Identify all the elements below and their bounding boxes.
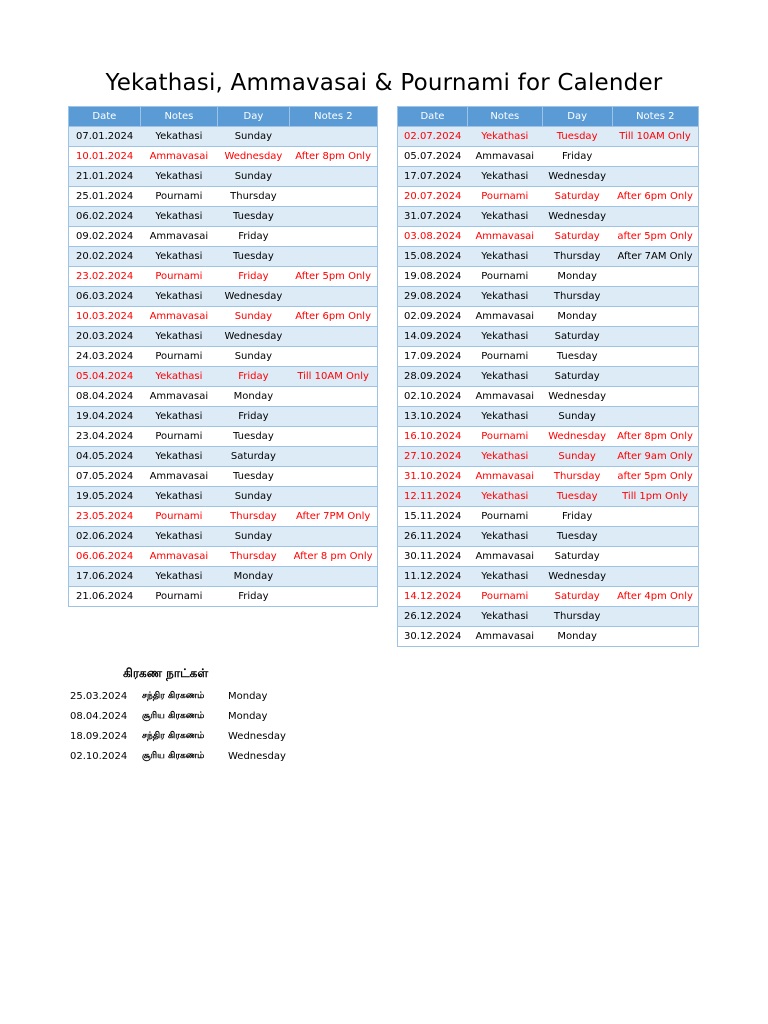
cell-date: 21.06.2024 [69, 587, 141, 607]
cell-notes: Yekathasi [140, 247, 217, 267]
cell-day: Monday [218, 387, 290, 407]
table-header-row [398, 107, 699, 127]
cell-notes: Pournami [140, 427, 217, 447]
cell-notes: Yekathasi [467, 367, 542, 387]
cell-date: 09.02.2024 [69, 227, 141, 247]
cell-notes: Yekathasi [140, 407, 217, 427]
cell-date: 06.03.2024 [69, 287, 141, 307]
cell-day: Saturday [542, 187, 612, 207]
cell-notes: Pournami [140, 347, 217, 367]
cell-notes2 [612, 147, 698, 167]
table-row [398, 127, 699, 147]
cell-date: 15.11.2024 [398, 507, 468, 527]
table-row [398, 367, 699, 387]
cell-notes2 [289, 127, 377, 147]
eclipse-section-title: கிரகண நாட்கள் [123, 666, 209, 680]
cell-date: 20.03.2024 [69, 327, 141, 347]
cell-date: 31.07.2024 [398, 207, 468, 227]
eclipse-name: சூரிய கிரகணம் [142, 750, 205, 761]
cell-notes2 [289, 527, 377, 547]
page-title: Yekathasi, Ammavasai & Pournami for Calender [105, 70, 663, 96]
cell-notes2 [289, 387, 377, 407]
cell-notes: Yekathasi [140, 167, 217, 187]
cell-notes2: After 8 pm Only [289, 547, 377, 567]
table-row [398, 347, 699, 367]
cell-date: 08.04.2024 [69, 387, 141, 407]
cell-notes2 [289, 227, 377, 247]
cell-notes: Yekathasi [140, 567, 217, 587]
cell-notes2 [289, 447, 377, 467]
cell-notes: Pournami [140, 267, 217, 287]
cell-day: Wednesday [218, 147, 290, 167]
cell-notes: Pournami [140, 507, 217, 527]
cell-notes2 [289, 467, 377, 487]
eclipse-row [70, 746, 308, 766]
cell-notes2 [289, 427, 377, 447]
cell-date: 29.08.2024 [398, 287, 468, 307]
cell-notes: Ammavasai [467, 307, 542, 327]
cell-notes2 [612, 567, 698, 587]
cell-notes: Pournami [467, 267, 542, 287]
cell-day: Wednesday [218, 327, 290, 347]
table-row [69, 227, 378, 247]
cell-day: Sunday [218, 307, 290, 327]
cell-day: Thursday [542, 247, 612, 267]
table-row [69, 167, 378, 187]
cell-notes2 [289, 167, 377, 187]
cell-day: Monday [542, 307, 612, 327]
cell-date: 24.03.2024 [69, 347, 141, 367]
table-row [69, 287, 378, 307]
cell-day: Tuesday [542, 127, 612, 147]
table-row [398, 627, 699, 647]
cell-day: Wednesday [542, 567, 612, 587]
cell-date: 16.10.2024 [398, 427, 468, 447]
cell-notes: Yekathasi [140, 527, 217, 547]
cell-day: Thursday [542, 607, 612, 627]
cell-notes2: After 8pm Only [289, 147, 377, 167]
cell-date: 02.10.2024 [398, 387, 468, 407]
table-row [69, 587, 378, 607]
cell-notes2: After 6pm Only [612, 187, 698, 207]
cell-notes2: After 7PM Only [289, 507, 377, 527]
cell-notes2: After 6pm Only [289, 307, 377, 327]
cell-notes2: after 5pm Only [612, 467, 698, 487]
cell-day: Sunday [218, 487, 290, 507]
table-row [398, 227, 699, 247]
cell-day: Friday [218, 227, 290, 247]
cell-notes: Pournami [467, 507, 542, 527]
cell-day: Thursday [218, 507, 290, 527]
cell-notes2 [612, 347, 698, 367]
table-row [398, 447, 699, 467]
cell-day: Thursday [218, 547, 290, 567]
cell-notes: Yekathasi [140, 447, 217, 467]
table-row [69, 307, 378, 327]
table-row [69, 347, 378, 367]
cell-notes2 [289, 407, 377, 427]
cell-notes2: after 5pm Only [612, 227, 698, 247]
cell-notes: Yekathasi [467, 447, 542, 467]
cell-date: 05.04.2024 [69, 367, 141, 387]
table-row [69, 387, 378, 407]
cell-notes2: After 4pm Only [612, 587, 698, 607]
eclipse-name: சந்திர கிரகணம் [142, 690, 205, 701]
cell-notes: Yekathasi [467, 487, 542, 507]
table-header-row [69, 107, 378, 127]
calendar-table-left [68, 106, 378, 607]
cell-day: Friday [218, 587, 290, 607]
cell-date: 17.07.2024 [398, 167, 468, 187]
cell-day: Saturday [542, 327, 612, 347]
cell-date: 27.10.2024 [398, 447, 468, 467]
cell-date: 28.09.2024 [398, 367, 468, 387]
table-row [69, 147, 378, 167]
cell-day: Wednesday [542, 207, 612, 227]
calendar-table-right [397, 106, 699, 647]
cell-notes: Yekathasi [140, 367, 217, 387]
cell-date: 23.05.2024 [69, 507, 141, 527]
header-date: Date [398, 107, 468, 127]
cell-date: 19.04.2024 [69, 407, 141, 427]
cell-date: 02.09.2024 [398, 307, 468, 327]
cell-notes: Yekathasi [140, 287, 217, 307]
table-row [69, 467, 378, 487]
cell-notes2: After 5pm Only [289, 267, 377, 287]
cell-notes: Ammavasai [140, 547, 217, 567]
cell-day: Friday [542, 147, 612, 167]
table-row [69, 247, 378, 267]
cell-date: 25.01.2024 [69, 187, 141, 207]
table-row [398, 387, 699, 407]
cell-date: 23.04.2024 [69, 427, 141, 447]
cell-date: 14.12.2024 [398, 587, 468, 607]
table-row [69, 207, 378, 227]
cell-day: Monday [542, 627, 612, 647]
cell-day: Saturday [218, 447, 290, 467]
cell-date: 07.05.2024 [69, 467, 141, 487]
cell-notes: Yekathasi [467, 207, 542, 227]
cell-notes2 [612, 327, 698, 347]
cell-notes2 [289, 287, 377, 307]
table-row [69, 367, 378, 387]
cell-notes: Ammavasai [467, 467, 542, 487]
table-row [69, 327, 378, 347]
cell-notes: Yekathasi [140, 127, 217, 147]
cell-notes2 [612, 407, 698, 427]
cell-day: Sunday [218, 527, 290, 547]
header-day: Day [218, 107, 290, 127]
table-row [69, 267, 378, 287]
cell-day: Monday [542, 267, 612, 287]
header-notes2: Notes 2 [289, 107, 377, 127]
cell-notes2 [612, 547, 698, 567]
cell-notes: Yekathasi [467, 407, 542, 427]
table-row [398, 407, 699, 427]
cell-notes: Yekathasi [140, 207, 217, 227]
header-notes2: Notes 2 [612, 107, 698, 127]
cell-notes2: Till 1pm Only [612, 487, 698, 507]
table-row [69, 187, 378, 207]
cell-date: 10.03.2024 [69, 307, 141, 327]
table-row [69, 547, 378, 567]
cell-date: 23.02.2024 [69, 267, 141, 287]
cell-notes: Ammavasai [467, 147, 542, 167]
cell-notes2 [289, 347, 377, 367]
cell-notes: Ammavasai [140, 387, 217, 407]
cell-day: Tuesday [218, 247, 290, 267]
table-row [398, 587, 699, 607]
cell-date: 17.09.2024 [398, 347, 468, 367]
cell-day: Saturday [542, 547, 612, 567]
cell-notes2 [289, 327, 377, 347]
cell-day: Friday [218, 267, 290, 287]
cell-date: 06.06.2024 [69, 547, 141, 567]
cell-notes2 [289, 247, 377, 267]
cell-notes2: After 7AM Only [612, 247, 698, 267]
cell-day: Friday [542, 507, 612, 527]
cell-notes2 [612, 607, 698, 627]
cell-day: Saturday [542, 227, 612, 247]
table-row [398, 487, 699, 507]
header-date: Date [69, 107, 141, 127]
cell-day: Monday [218, 567, 290, 587]
cell-notes2 [289, 587, 377, 607]
cell-day: Thursday [542, 287, 612, 307]
cell-notes: Ammavasai [467, 387, 542, 407]
cell-day: Tuesday [218, 427, 290, 447]
table-row [398, 167, 699, 187]
cell-date: 05.07.2024 [398, 147, 468, 167]
cell-day: Tuesday [542, 527, 612, 547]
cell-date: 21.01.2024 [69, 167, 141, 187]
cell-date: 19.05.2024 [69, 487, 141, 507]
cell-notes2 [612, 527, 698, 547]
header-notes: Notes [140, 107, 217, 127]
cell-notes: Ammavasai [140, 147, 217, 167]
cell-date: 03.08.2024 [398, 227, 468, 247]
cell-day: Tuesday [218, 207, 290, 227]
cell-notes: Pournami [140, 187, 217, 207]
cell-date: 30.11.2024 [398, 547, 468, 567]
table-row [398, 307, 699, 327]
cell-notes2 [612, 627, 698, 647]
eclipse-table [70, 686, 308, 766]
cell-notes2 [612, 287, 698, 307]
cell-date: 19.08.2024 [398, 267, 468, 287]
cell-notes: Ammavasai [140, 307, 217, 327]
cell-notes2 [612, 507, 698, 527]
cell-notes: Yekathasi [467, 167, 542, 187]
cell-day: Thursday [542, 467, 612, 487]
table-row [398, 467, 699, 487]
eclipse-row [70, 686, 308, 706]
cell-notes2 [612, 207, 698, 227]
eclipse-day: Monday [228, 690, 268, 702]
table-row [398, 247, 699, 267]
cell-notes2 [612, 167, 698, 187]
eclipse-day: Monday [228, 710, 268, 722]
table-row [398, 527, 699, 547]
table-row [398, 507, 699, 527]
cell-notes2 [612, 307, 698, 327]
table-row [69, 487, 378, 507]
table-row [398, 207, 699, 227]
cell-notes: Yekathasi [140, 327, 217, 347]
cell-day: Sunday [218, 347, 290, 367]
table-row [398, 327, 699, 347]
eclipse-date: 25.03.2024 [70, 690, 128, 702]
cell-day: Sunday [218, 127, 290, 147]
cell-day: Wednesday [542, 167, 612, 187]
cell-date: 06.02.2024 [69, 207, 141, 227]
cell-notes: Ammavasai [467, 547, 542, 567]
table-row [398, 427, 699, 447]
cell-notes: Yekathasi [140, 487, 217, 507]
table-row [69, 447, 378, 467]
cell-day: Thursday [218, 187, 290, 207]
cell-date: 20.02.2024 [69, 247, 141, 267]
cell-date: 26.11.2024 [398, 527, 468, 547]
cell-day: Tuesday [218, 467, 290, 487]
table-row [69, 567, 378, 587]
cell-notes2 [612, 267, 698, 287]
cell-date: 20.07.2024 [398, 187, 468, 207]
cell-notes2 [289, 567, 377, 587]
cell-notes2: After 8pm Only [612, 427, 698, 447]
cell-notes2 [289, 207, 377, 227]
cell-notes: Yekathasi [467, 127, 542, 147]
cell-notes: Pournami [467, 187, 542, 207]
cell-notes: Ammavasai [467, 227, 542, 247]
cell-date: 11.12.2024 [398, 567, 468, 587]
cell-date: 02.06.2024 [69, 527, 141, 547]
table-row [69, 507, 378, 527]
cell-notes: Yekathasi [467, 327, 542, 347]
eclipse-row [70, 726, 308, 746]
cell-notes: Yekathasi [467, 527, 542, 547]
eclipse-date: 18.09.2024 [70, 730, 128, 742]
cell-notes: Yekathasi [467, 287, 542, 307]
cell-date: 26.12.2024 [398, 607, 468, 627]
table-row [398, 187, 699, 207]
cell-day: Sunday [542, 447, 612, 467]
cell-date: 15.08.2024 [398, 247, 468, 267]
table-row [398, 147, 699, 167]
cell-notes2: Till 10AM Only [612, 127, 698, 147]
cell-notes: Yekathasi [467, 247, 542, 267]
cell-date: 17.06.2024 [69, 567, 141, 587]
cell-date: 30.12.2024 [398, 627, 468, 647]
cell-day: Friday [218, 367, 290, 387]
cell-day: Saturday [542, 587, 612, 607]
table-row [398, 607, 699, 627]
header-notes: Notes [467, 107, 542, 127]
cell-day: Wednesday [218, 287, 290, 307]
cell-date: 10.01.2024 [69, 147, 141, 167]
cell-notes: Pournami [467, 587, 542, 607]
eclipse-name: சூரிய கிரகணம் [142, 710, 205, 721]
cell-notes: Ammavasai [140, 227, 217, 247]
cell-day: Sunday [542, 407, 612, 427]
cell-notes: Yekathasi [467, 567, 542, 587]
cell-notes2 [289, 487, 377, 507]
cell-day: Wednesday [542, 387, 612, 407]
cell-day: Friday [218, 407, 290, 427]
header-day: Day [542, 107, 612, 127]
eclipse-name: சந்திர கிரகணம் [142, 730, 205, 741]
cell-notes2: After 9am Only [612, 447, 698, 467]
cell-day: Tuesday [542, 487, 612, 507]
cell-date: 13.10.2024 [398, 407, 468, 427]
cell-notes: Yekathasi [467, 607, 542, 627]
cell-day: Sunday [218, 167, 290, 187]
table-row [69, 527, 378, 547]
cell-notes: Pournami [467, 347, 542, 367]
cell-date: 02.07.2024 [398, 127, 468, 147]
eclipse-day: Wednesday [228, 730, 286, 742]
table-row [398, 547, 699, 567]
eclipse-day: Wednesday [228, 750, 286, 762]
cell-day: Wednesday [542, 427, 612, 447]
eclipse-row [70, 706, 308, 726]
table-row [69, 407, 378, 427]
cell-notes: Ammavasai [140, 467, 217, 487]
eclipse-date: 08.04.2024 [70, 710, 128, 722]
eclipse-date: 02.10.2024 [70, 750, 128, 762]
cell-date: 04.05.2024 [69, 447, 141, 467]
table-row [398, 567, 699, 587]
cell-notes2 [612, 387, 698, 407]
cell-date: 31.10.2024 [398, 467, 468, 487]
cell-day: Saturday [542, 367, 612, 387]
cell-notes2 [289, 187, 377, 207]
cell-notes: Ammavasai [467, 627, 542, 647]
cell-notes: Pournami [467, 427, 542, 447]
cell-notes2: Till 10AM Only [289, 367, 377, 387]
cell-date: 12.11.2024 [398, 487, 468, 507]
cell-date: 14.09.2024 [398, 327, 468, 347]
table-row [398, 287, 699, 307]
table-row [69, 427, 378, 447]
table-row [69, 127, 378, 147]
cell-day: Tuesday [542, 347, 612, 367]
cell-notes: Pournami [140, 587, 217, 607]
cell-date: 07.01.2024 [69, 127, 141, 147]
table-row [398, 267, 699, 287]
cell-notes2 [612, 367, 698, 387]
